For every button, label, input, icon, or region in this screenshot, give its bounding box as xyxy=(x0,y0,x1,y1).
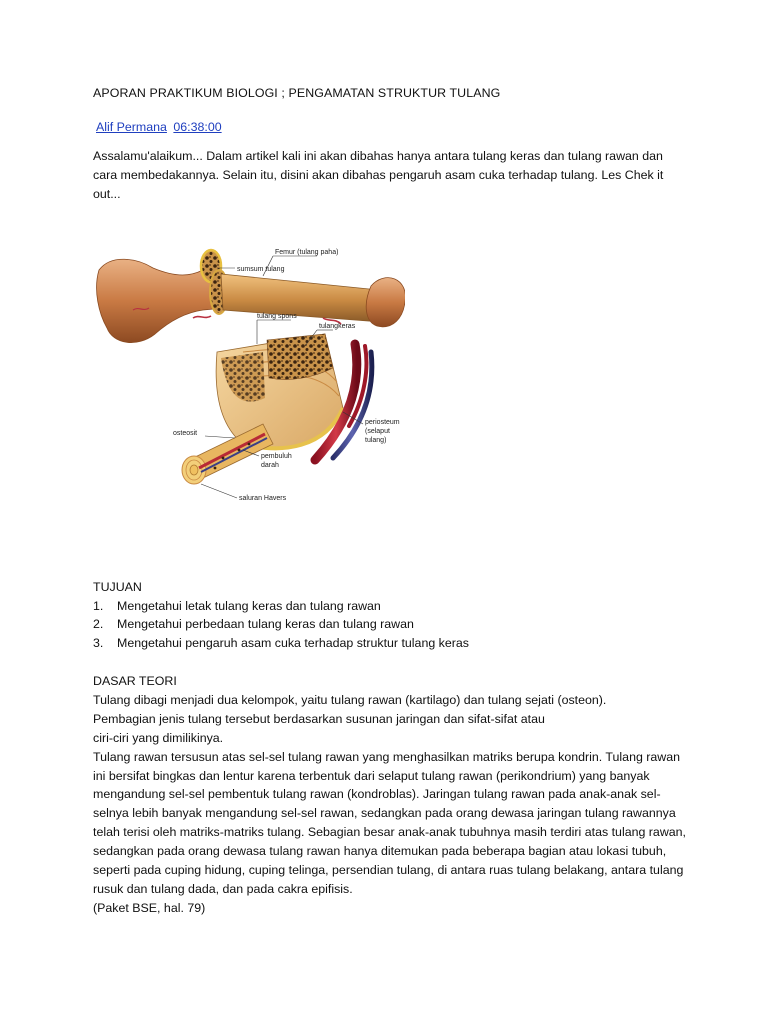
label-periosteum: periosteum xyxy=(365,419,400,426)
dasar-teori-heading: DASAR TEORI xyxy=(93,674,177,688)
list-item: 3. Mengetahui pengaruh asam cuka terhadap struktur tulang keras xyxy=(93,635,469,650)
label-keras: tulangkeras xyxy=(319,323,356,330)
bone-structure-illustration xyxy=(93,248,405,506)
label-osteosit: osteosit xyxy=(173,430,198,437)
tujuan-heading: TUJUAN xyxy=(93,580,142,594)
page-title: APORAN PRAKTIKUM BIOLOGI ; PENGAMATAN STRUKTUR TULANG xyxy=(93,86,501,100)
label-darah: darah xyxy=(261,462,279,469)
label-femur: Femur (tulang paha) xyxy=(275,249,339,256)
bone-structure-figure xyxy=(93,248,405,506)
intro-paragraph: Assalamu'alaikum... Dalam artikel kali ini akan dibahas hanya antara tulang keras dan tulang rawan dan cara membedakannya. Selain itu, disini akan dibahas pengaruh asam cuka terhadap tulang. Les Chek it out... xyxy=(93,149,664,201)
tujuan-section xyxy=(93,578,693,652)
post-meta xyxy=(96,120,693,134)
author-link[interactable]: Alif Permana xyxy=(96,120,167,134)
tujuan-list xyxy=(93,597,693,653)
source-citation: (Paket BSE, hal. 79) xyxy=(93,900,206,915)
teori-paragraph: Pembagian jenis tulang tersebut berdasarkan susunan jaringan dan sifat-sifat atau xyxy=(93,711,545,726)
label-pembuluh: pembuluh xyxy=(261,453,292,460)
dasar-teori-section xyxy=(93,672,688,918)
teori-paragraph: ciri-ciri yang dimilikinya. xyxy=(93,730,224,745)
label-spons: tulang spons xyxy=(257,313,297,320)
time-link[interactable]: 06:38:00 xyxy=(173,120,222,134)
label-sumsum: sumsum tulang xyxy=(237,266,285,273)
teori-paragraph: Tulang dibagi menjadi dua kelompok, yaitu tulang rawan (kartilago) dan tulang sejati (osteon). xyxy=(93,692,607,707)
document-page xyxy=(93,86,693,915)
label-havers: saluran Havers xyxy=(239,495,287,502)
label-selaput: (selaput xyxy=(365,428,390,435)
label-selaput-2: tulang) xyxy=(365,437,387,444)
teori-paragraph: Tulang rawan tersusun atas sel-sel tulang rawan yang menghasilkan matriks berupa kondrin. Tulang rawan ini bersifat bingkas dan lentur karena terbentuk dari selaput tulang rawan (perikondrium) yang banyak mengandung sel-sel pembentuk tulang rawan (kondroblas). Jaringan tulang rawan pada anak-anak sel-selnya lebih banyak mengandung sel-sel rawan, sedangkan pada orang dewasa jaringan tulang rawannya telah terisi oleh matriks-matriks tulang. Sebagian besar anak-anak tubuhnya masih terdiri atas tulang rawan, sedangkan pada orang dewasa tulang rawan hanya ditemukan pada beberapa bagian atau lokasi tubuh, seperti pada cuping hidung, cuping telinga, persendian tulang, di antara ruas tulang belakang, antara tulang rusuk dan tulang dada, dan pada cakra epifisis. xyxy=(93,749,686,896)
list-item: 2. Mengetahui perbedaan tulang keras dan tulang rawan xyxy=(93,617,414,631)
list-item: 1. Mengetahui letak tulang keras dan tulang rawan xyxy=(93,598,381,613)
